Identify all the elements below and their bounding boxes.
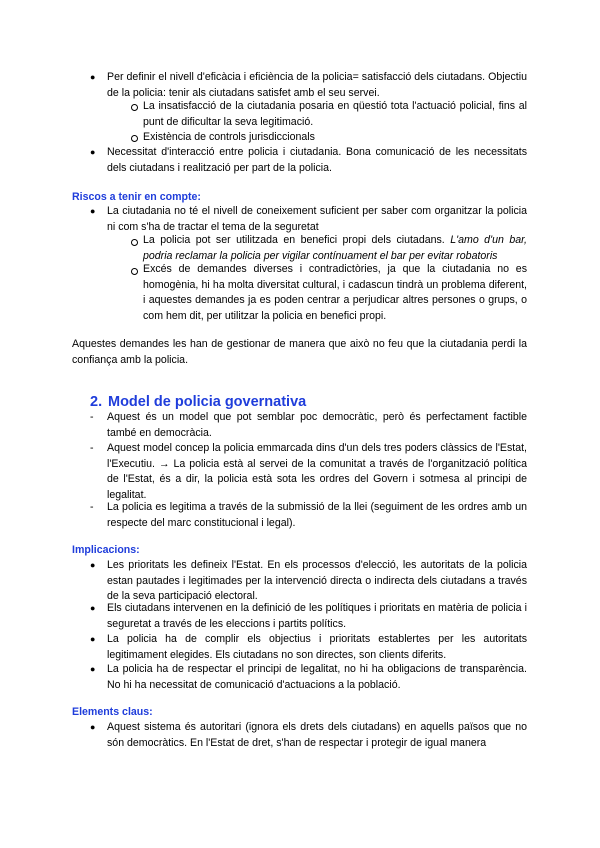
bullet-icon: ● [90,147,96,157]
dash-item-executiu: Aquest model concep la policia emmarcada dins d'un dels tres poders clàssics de l'Estat, l'Executiu. → La policia està al servei de la comunitat a través de l'organització política de l'Estat, és a dir, la policia està sota les ordres del Govern i sotmesa al principi de legalitat. [107,442,527,501]
benefici-example: L'amo d'un bar, podria reclamar la policia per vigilar contínuament el bar per evitar robatoris [143,234,528,262]
paragraph-demandes: Aquestes demandes les han de gestionar de manera que això no feu que la ciutadania perdi la confiança amb la policia. [72,338,527,366]
bullet-legalitat: La policia ha de respectar el principi de legalitat, no hi ha obligacions de transparència. No hi ha necessitat de comunicació d'actuacions a la població. [107,663,527,691]
bullet-efficacy: Per definir el nivell d'eficàcia i eficiència de la policia= satisfacció dels ciutadans. Objectiu de la policia: tenir als ciutadans satisfet amb el seu servei. [107,71,527,99]
bullet-objectius: La policia ha de complir els objectius i prioritats establertes per les autoritats legitimament elegides. Els ciutadans no son directes, son clients diferits. [107,633,527,661]
circle-bullet-icon [131,104,138,111]
dash-icon: - [90,442,94,454]
bullet-prioritats: Les prioritats les defineix l'Estat. En els processos d'elecció, les autoritats de la policia estan pautades i legitimades per la intervenció directa o indirecta dels ciutadans a través de la seva participació electoral. [107,559,527,602]
bullet-icon: ● [90,206,96,216]
bullet-autoritari: Aquest sistema és autoritari (ignora els drets dels ciutadans) en aquells països que no són democràtics. En l'Estat de dret, s'han de respectar i protegir de igual manera [107,721,527,749]
bullet-icon: ● [90,72,96,82]
heading-riscos: Riscos a tenir en compte: [72,191,201,203]
heading-implicacions: Implicacions: [72,544,140,556]
circle-bullet-icon [131,239,138,246]
bullet-icon: ● [90,722,96,732]
sub-bullet-controls: Existència de controls jurisdiccionals [143,131,315,143]
dash-item-democratic: Aquest és un model que pot semblar poc democràtic, però és perfectament factible també en democràcia. [107,411,527,439]
sub-bullet-insatisfaccio: La insatisfacció de la ciutadania posaria en qüestió tota l'actuació policial, fins al punt de dificultar la seva legitimació. [143,100,527,128]
bullet-icon: ● [90,603,96,613]
sub-bullet-exces: Excés de demandes diverses i contradictòries, ja que la ciutadania no es homogènia, hi ha molta diversitat cultural, i cadascun tindrà un problema diferent, i aquestes demandes ja es poden centrar a perjudicar altres persones o grups, o com hem dit, per utilitzar la policia en benefici propi. [143,263,527,322]
section-number: 2. [90,394,103,410]
benefici-text: La policia pot ser utilitzada en benefici propi dels ciutadans. [143,234,451,246]
bullet-interaccio: Necessitat d'interacció entre policia i ciutadania. Bona comunicació de les necessitats dels ciutadans i realització per part de la policia. [107,146,527,174]
dash-item-legitima: La policia es legitima a través de la submissió de la llei (seguiment de les ordres amb un respecte del marc constitucional i legal). [107,501,527,529]
dash-icon: - [90,501,94,513]
bullet-icon: ● [90,634,96,644]
dash-icon: - [90,411,94,423]
bullet-icon: ● [90,560,96,570]
bullet-intervenen: Els ciutadans intervenen en la definició de les polítiques i prioritats en matèria de policia i seguretat a través de les eleccions i partits polítics. [107,602,527,630]
bullet-coneixement: La ciutadania no té el nivell de coneixement suficient per saber com organitzar la policia ni com s'ha de tractar el tema de la seguretat [107,205,527,233]
circle-bullet-icon [131,135,138,142]
section-title: Model de policia governativa [108,394,307,410]
heading-elements: Elements claus: [72,706,153,718]
bullet-icon: ● [90,664,96,674]
sub-bullet-benefici [143,233,527,264]
circle-bullet-icon [131,268,138,275]
